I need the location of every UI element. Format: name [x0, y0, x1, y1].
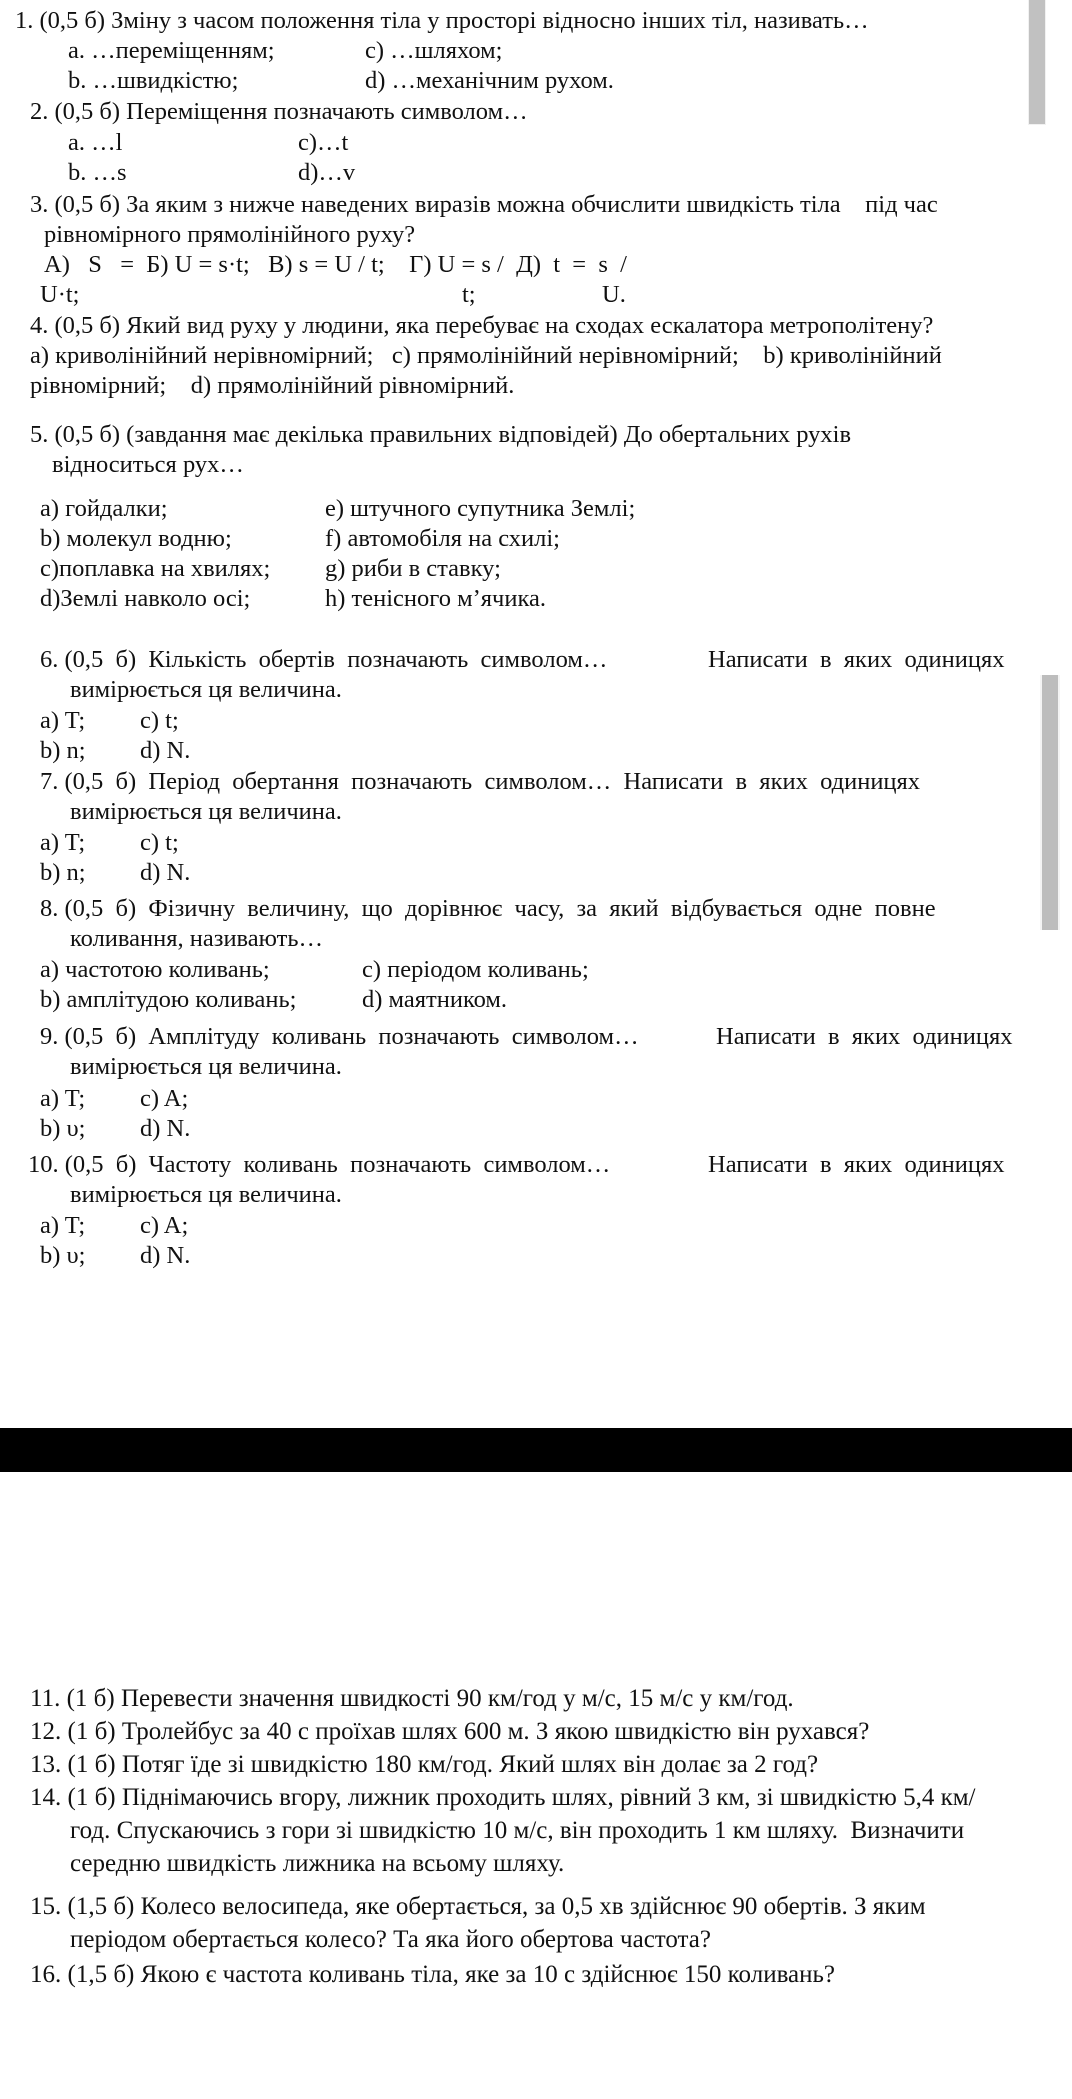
q15-text: 15. (1,5 б) Колесо велосипеда, яке обертається, за 0,5 хв здійснює 90 обертів. З яким: [30, 1893, 926, 1920]
q10-text-instruction: Написати в яких одиницях: [708, 1151, 1005, 1178]
q5-option-a: a) гойдалки;: [40, 495, 168, 522]
q14-text: 14. (1 б) Піднімаючись вгору, лижник проходить шлях, рівний 3 км, зі швидкістю 5,4 км/: [30, 1784, 976, 1811]
q1-option-c: c) …шляхом;: [365, 37, 503, 64]
q10-option-c: c) A;: [140, 1212, 189, 1239]
q1-text: 1. (0,5 б) Зміну з часом положення тіла у просторі відносно інших тіл, називать…: [15, 7, 869, 34]
q4-options-2: рівномірний; d) прямолінійний рівномірний.: [30, 372, 515, 399]
q7-option-b: b) n;: [40, 859, 86, 886]
q7-option-a: a) T;: [40, 829, 86, 856]
q8-option-b: b) амплітудою коливань;: [40, 986, 297, 1013]
q7-text-2: вимірюється ця величина.: [70, 798, 342, 825]
q1-option-b: b. …швидкістю;: [68, 67, 239, 94]
q8-option-a: a) частотою коливань;: [40, 956, 270, 983]
q16-text: 16. (1,5 б) Якою є частота коливань тіла, яке за 10 с здійснює 150 коливань?: [30, 1961, 836, 1988]
q3-formula-d-tail: U.: [602, 281, 626, 308]
q10-option-a: a) T;: [40, 1212, 86, 1239]
q2-option-b: b. …s: [68, 159, 127, 186]
scrollbar-thumb-top[interactable]: [1029, 0, 1045, 124]
q15-text-2: періодом обертається колесо? Та яка його обертова частота?: [70, 1926, 711, 1953]
q8-option-d: d) маятником.: [362, 986, 508, 1013]
q10-option-d: d) N.: [140, 1242, 191, 1269]
q9-option-b: b) υ;: [40, 1115, 86, 1142]
q5-text-2: відноситься рух…: [52, 451, 244, 478]
q6-option-a: a) T;: [40, 707, 86, 734]
q7-text: 7. (0,5 б) Період обертання позначають символом… Написати в яких одиницях: [40, 768, 921, 795]
q5-option-h: h) тенісного м’ячика.: [325, 585, 546, 612]
q10-text: 10. (0,5 б) Частоту коливань позначають символом…: [28, 1151, 611, 1178]
q14-text-3: середню швидкість лижника на всьому шляху.: [70, 1850, 565, 1877]
q6-text: 6. (0,5 б) Кількість обертів позначають символом…: [40, 646, 608, 673]
q4-options-1: a) криволінійний нерівномірний; c) прямолінійний нерівномірний; b) криволінійний: [30, 342, 942, 369]
q5-option-d: d)Землі навколо осі;: [40, 585, 251, 612]
q2-text: 2. (0,5 б) Переміщення позначають символом…: [30, 98, 528, 125]
q3-text: 3. (0,5 б) За яким з нижче наведених виразів можна обчислити швидкість тіла під час: [30, 191, 938, 218]
q8-text-2: коливання, називають…: [70, 925, 324, 952]
q3-formulas: A) S = Б) U = s·t; B) s = U / t; Г) U = s / Д) t = s /: [44, 251, 627, 278]
q9-option-c: c) A;: [140, 1085, 189, 1112]
q9-option-a: a) T;: [40, 1085, 86, 1112]
image-separator-band: [0, 1428, 1072, 1472]
q9-text-instruction: Написати в яких одиницях: [716, 1023, 1013, 1050]
q10-option-b: b) υ;: [40, 1242, 86, 1269]
q3-formula-a-tail: U·t;: [40, 281, 80, 308]
q1-option-a: a. …переміщенням;: [68, 37, 275, 64]
q5-option-c: c)поплавка на хвилях;: [40, 555, 271, 582]
q1-option-d: d) …механічним рухом.: [365, 67, 614, 94]
q13-text: 13. (1 б) Потяг їде зі швидкістю 180 км/год. Який шлях він долає за 2 год?: [30, 1751, 819, 1778]
q8-option-c: c) періодом коливань;: [362, 956, 589, 983]
q7-option-d: d) N.: [140, 859, 191, 886]
q3-formula-g-tail: t;: [462, 281, 476, 308]
q6-text-instruction: Написати в яких одиницях: [708, 646, 1005, 673]
q4-text: 4. (0,5 б) Який вид руху у людини, яка перебуває на сходах ескалатора метрополітену?: [30, 312, 934, 339]
q10-text-2: вимірюється ця величина.: [70, 1181, 342, 1208]
q2-option-a: a. …l: [68, 129, 123, 156]
q12-text: 12. (1 б) Тролейбус за 40 с проїхав шлях 600 м. З якою швидкістю він рухався?: [30, 1718, 870, 1745]
q14-text-2: год. Спускаючись з гори зі швидкістю 10 м/с, він проходить 1 км шляху. Визначити: [70, 1817, 965, 1844]
q6-option-c: c) t;: [140, 707, 179, 734]
q6-option-d: d) N.: [140, 737, 191, 764]
q2-option-d: d)…v: [298, 159, 356, 186]
q5-option-e: e) штучного супутника Землі;: [325, 495, 636, 522]
q6-text-2: вимірюється ця величина.: [70, 676, 342, 703]
q5-option-b: b) молекул водню;: [40, 525, 232, 552]
q7-option-c: c) t;: [140, 829, 179, 856]
q3-text-2: рівномірного прямолінійного руху?: [44, 221, 416, 248]
q11-text: 11. (1 б) Перевести значення швидкості 90 км/год у м/с, 15 м/с у км/год.: [30, 1685, 794, 1712]
q8-text: 8. (0,5 б) Фізичну величину, що дорівнює часу, за який відбувається одне повне: [40, 895, 936, 922]
q5-text: 5. (0,5 б) (завдання має декілька правильних відповідей) До обертальних рухів: [30, 421, 852, 448]
q5-option-g: g) риби в ставку;: [325, 555, 501, 582]
q9-text-2: вимірюється ця величина.: [70, 1053, 342, 1080]
q6-option-b: b) n;: [40, 737, 86, 764]
q5-option-f: f) автомобіля на схилі;: [325, 525, 560, 552]
q2-option-c: c)…t: [298, 129, 349, 156]
q9-text: 9. (0,5 б) Амплітуду коливань позначають символом…: [40, 1023, 639, 1050]
scrollbar-thumb-middle[interactable]: [1042, 675, 1058, 930]
q9-option-d: d) N.: [140, 1115, 191, 1142]
